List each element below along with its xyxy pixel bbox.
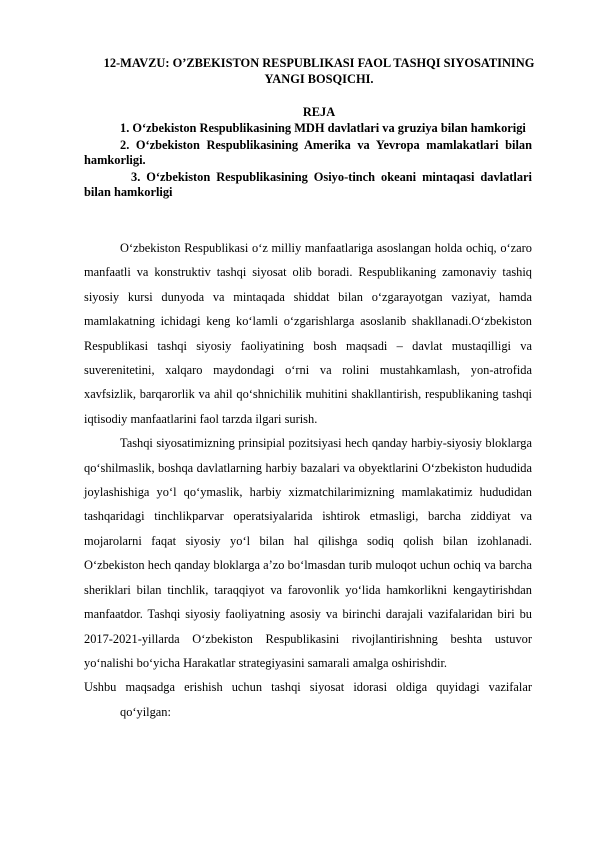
paragraph-1: O‘zbekiston Respublikasi o‘z milliy manfaatlariga asoslangan holda ochiq, o‘zaro manfaatli va konstruktiv tashqi siyosat olib boradi. Respublikaning zamonaviy tashiq siyosiy kursi dunyoda va mintaqada shiddat bilan o‘zgarayotgan vaziyat, hamda mamlakatning ichidagi keng ko‘lamli o‘zgarishlarga asoslanib shakllanadi.O‘zbekiston Respublikasi tashqi siyosiy faoliyatining bosh maqsadi – davlat mustaqilligi va suverenitetini, xalqaro maydondagi o‘rni va rolini mustahkamlash, yon-atrofida xavfsizlik, barqarorlik va ahil qo‘shnichilik muhitini shakllantirish, respublikaning tashqi iqtisodiy manfaatlarini faol tarzda ilgari surish.: [84, 241, 532, 426]
plan-item-2: 2. O‘zbekiston Respublikasining Amerika va Yevropa mamlakatlari bilan hamkorligi.: [84, 138, 532, 167]
plan-list: [84, 121, 532, 200]
paragraph-2: Tashqi siyosatimizning prinsipial pozitsiyasi hech qanday harbiy-siyosiy bloklarga qo‘shilmaslik, boshqa davlatlarning harbiy bazalari va obyektlarini O‘zbekiston hududida joylashishiga yo‘l qo‘ymaslik, harbiy xizmatchilarimizning mamlakatimiz hududidan tashqaridagi tinchlikparvar operatsiyalarida ishtirok etmasligi, barcha ziddiyat va mojarolarni faqat siyosiy yo‘l bilan hal qilishga sodiq qolish bilan izohlanadi. O‘zbekiston hech qanday bloklarga a’zo bo‘lmasdan turib muloqot uchun ochiq va barcha sheriklari bilan tinchlik, taraqqiyot va farovonlik yo‘lida hamkorlikni kengaytirishdan manfaatdor. Tashqi siyosiy faoliyatning asosiy va birinchi darajali vazifalaridan biri bu 2017-2021-yillarda O‘zbekiston Respublikasini rivojlantirishning beshta ustuvor yo‘nalishi bo‘yicha Harakatlar strategiyasini samarali amalga oshirishdir.: [84, 436, 532, 670]
closing-line: Ushbu maqsadga erishish uchun tashqi siyosat idorasi oldiga quyidagi vazifalar: [84, 680, 532, 695]
plan-heading: REJA: [302, 105, 336, 119]
page-title: 12-MAVZU: O’ZBEKISTON RESPUBLIKASI FAOL TASHQI SIYOSATINING YANGI BOSQICHI.: [103, 56, 535, 86]
closing-continuation: qo‘yilgan:: [120, 704, 171, 719]
plan-item-3: 3. O‘zbekiston Respublikasining Osiyo-tinch okeani mintaqasi davlatlari bilan hamkorligi: [84, 170, 532, 199]
body-text: [84, 236, 532, 724]
plan-item-1: 1. O‘zbekiston Respublikasining MDH davlatlari va gruziya bilan hamkorigi: [120, 121, 526, 135]
